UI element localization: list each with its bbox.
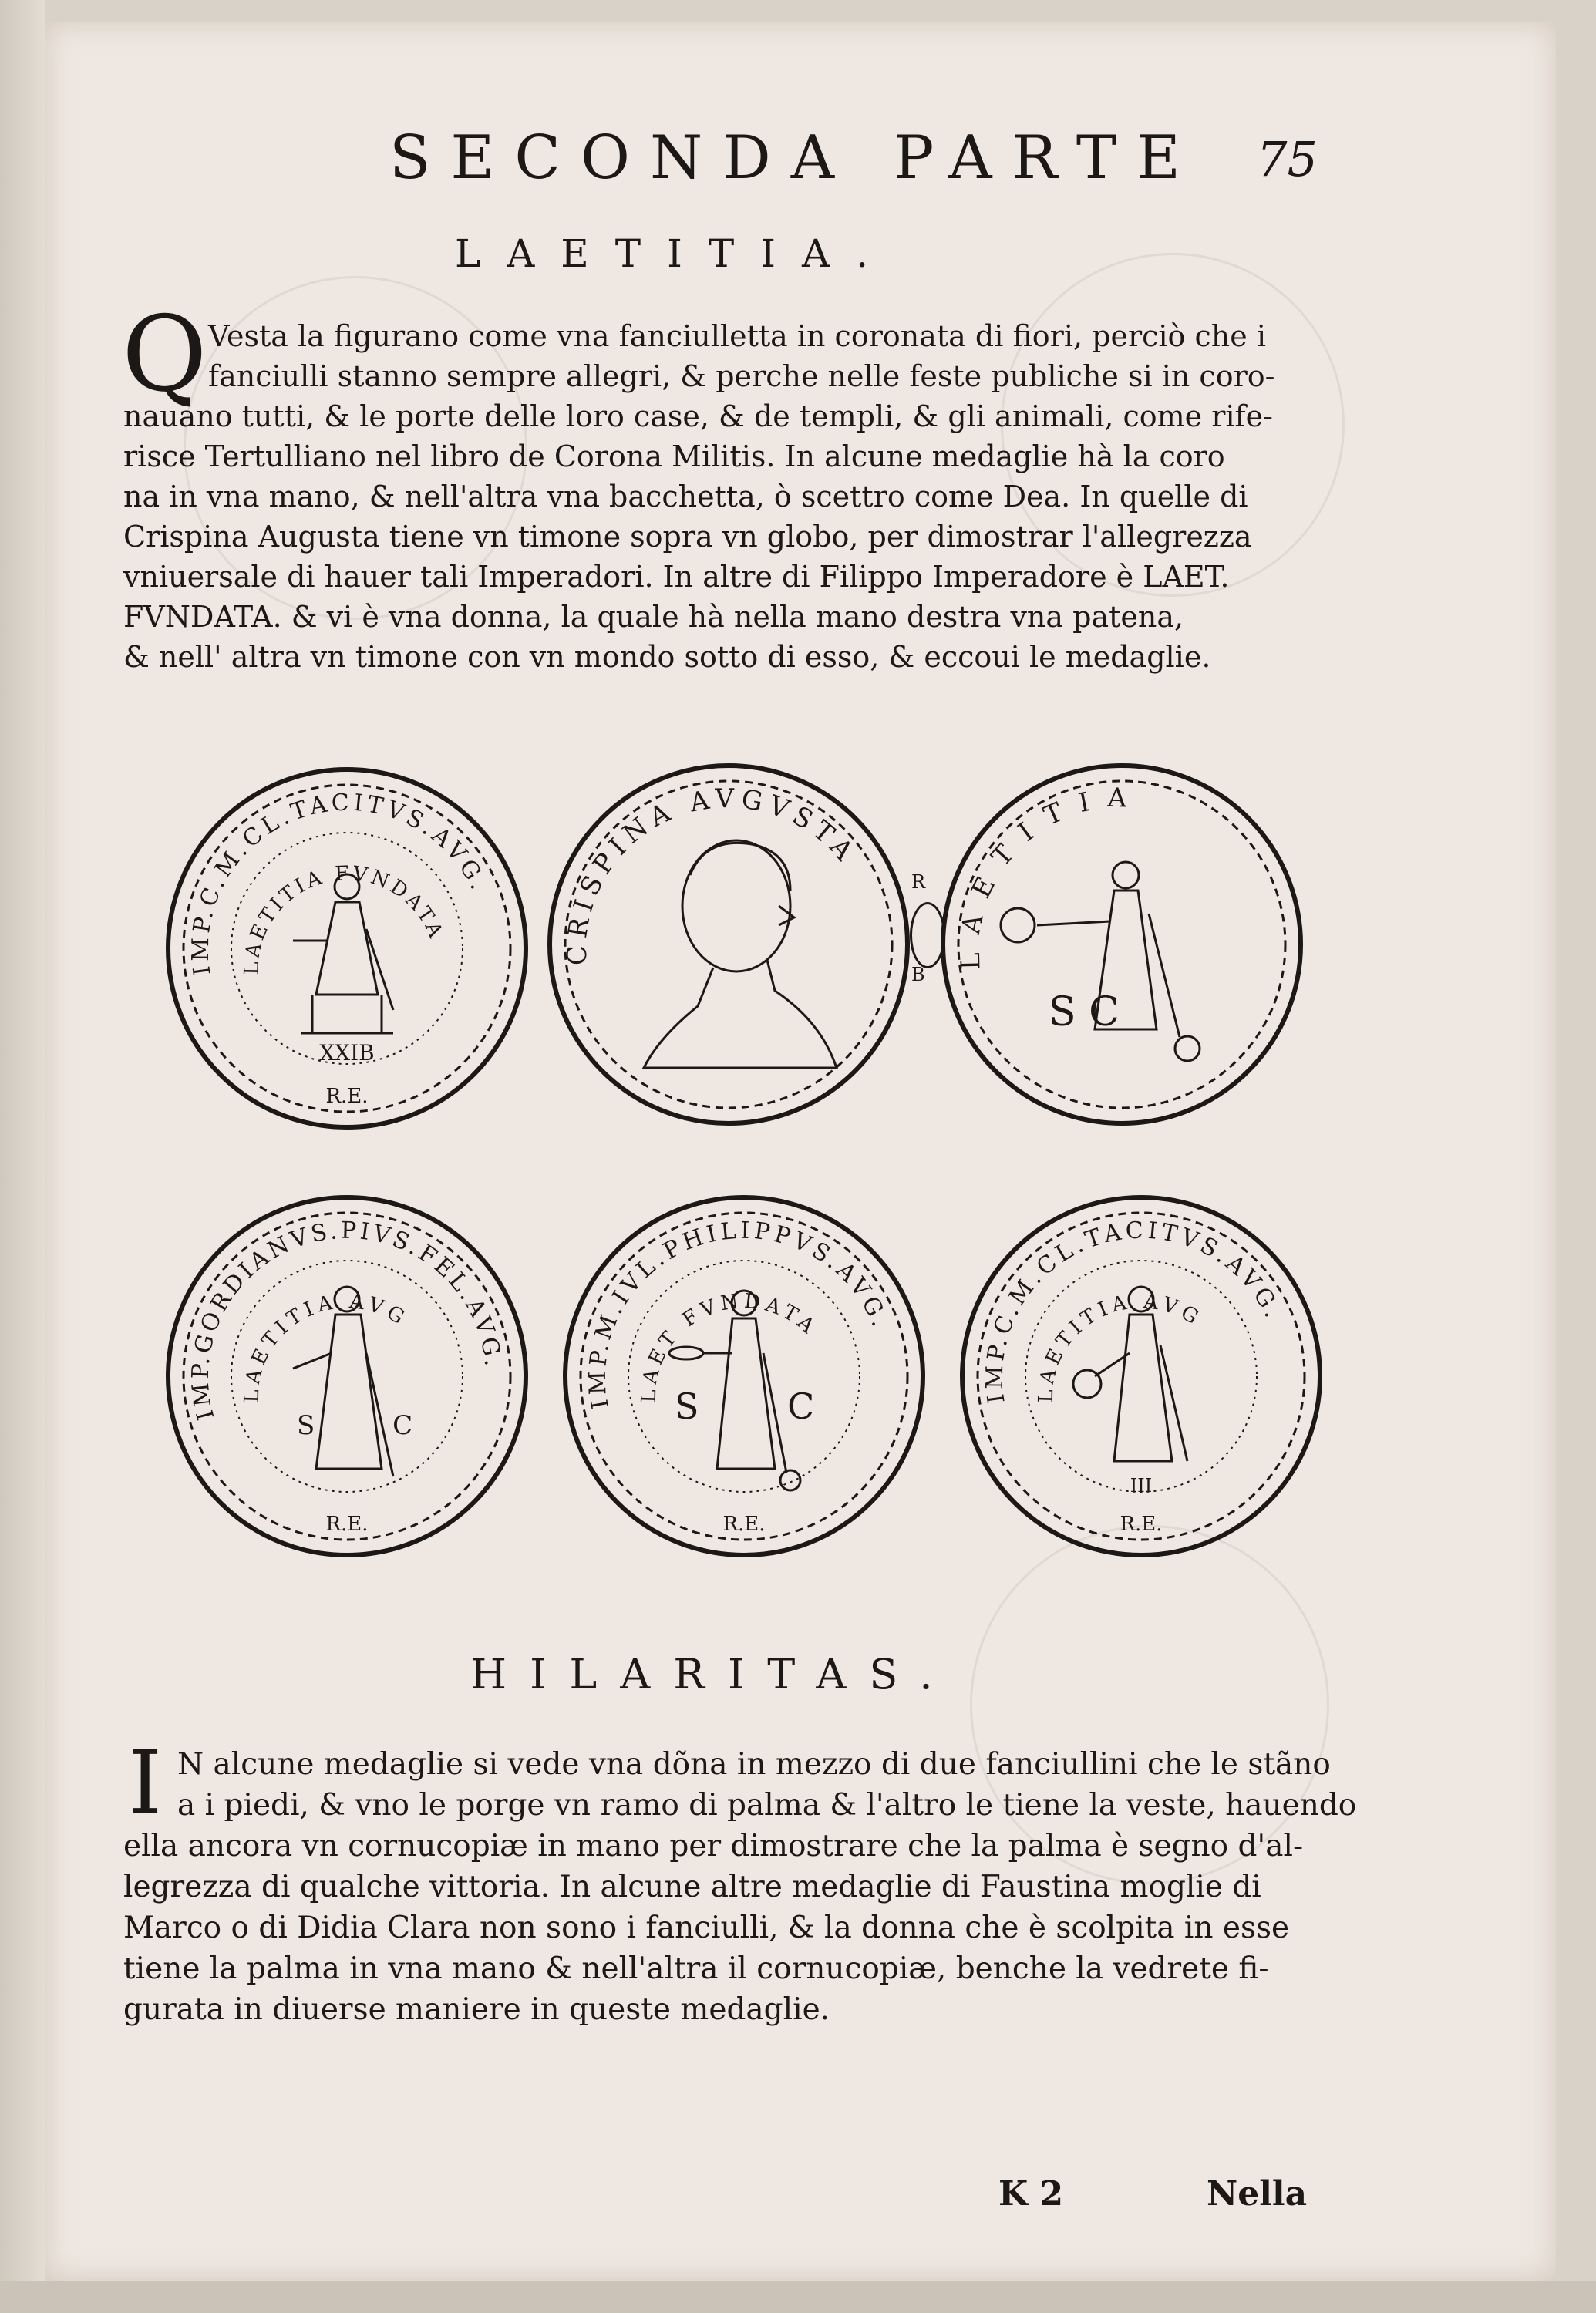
signature-mark: K 2 xyxy=(998,2174,1064,2214)
medal-gordianus-laetitia xyxy=(162,1191,532,1561)
text-line: & nell' altra vn timone con vn mondo sotto di esso, & eccoui le medaglie. xyxy=(123,640,1211,674)
text-line: legrezza di qualche vittoria. In alcune altre medaglie di Faustina moglie di xyxy=(123,1870,1261,1904)
medal-legend: IMP.C.M.CL.TACITVS.AVG. xyxy=(187,789,494,978)
binding-edge xyxy=(0,0,45,2313)
running-title: SECONDA PARTE xyxy=(389,123,1200,193)
medal-field-letters: S C xyxy=(1049,989,1120,1035)
text-line: tiene la palma in vna mano & nell'altra il cornucopiæ, benche la vedrete fi- xyxy=(123,1951,1269,1986)
svg-text:LAETITIA AVG xyxy=(1035,1290,1207,1403)
text-line: vniuersale di hauer tali Imperadori. In altre di Filippo Imperadore è LAET. xyxy=(123,560,1230,594)
medal-crispina-portrait xyxy=(544,759,914,1130)
text-line: a i piedi, & vno le porge vn ramo di palma & l'altro le tiene la veste, hauendo xyxy=(177,1788,1357,1823)
medal-exergue: XXIB xyxy=(319,1040,375,1066)
medal-legend: CRISPINA AVGVSTA xyxy=(561,783,864,966)
medal-legend: IMP.M.IVL.PHILIPPVS.AVG. xyxy=(584,1217,895,1412)
text-line: fanciulli stanno sempre allegri, & perche nelle feste publiche si in coro- xyxy=(208,359,1275,393)
page-number: 75 xyxy=(1257,131,1318,187)
medal-crispina-laetitia xyxy=(933,759,1311,1130)
drop-cap: Q xyxy=(122,294,207,415)
medal-tacitus-laetitia-fundata xyxy=(162,763,532,1133)
svg-text:LAETITIA xyxy=(955,783,1144,971)
medal-inner-legend: LAETITIA AVG xyxy=(240,1290,412,1403)
text-line: ella ancora vn cornucopiæ in mano per dimostrare che la palma è segno d'al- xyxy=(123,1829,1304,1864)
medal-legend: LAETITIA xyxy=(955,782,1144,971)
section-title-hilaritas: HILARITAS. xyxy=(470,1650,956,1699)
text-line: gurata in diuerse maniere in queste medaglie. xyxy=(123,1992,830,2027)
medal-mint-mark: R.E. xyxy=(722,1513,766,1536)
text-line: FVNDATA. & vi è vna donna, la quale hà nella mano destra vna patena, xyxy=(123,600,1184,634)
text-line: Vesta la figurano come vna fanciulletta in coronata di fiori, perciò che i xyxy=(208,319,1266,353)
medal-field-letters: S C xyxy=(297,1410,413,1441)
medal-legend: IMP.GORDIANVS.PIVS.FEL.AVG. xyxy=(187,1217,507,1423)
medal-mint-mark: R.E. xyxy=(1120,1513,1163,1536)
medal-inner-legend: LAETITIA FVNDATA xyxy=(240,862,449,975)
paragraph-laetitia xyxy=(123,316,1326,677)
text-line: na in vna mano, & nell'altra vna bacchetta, ò scettro come Dea. In quelle di xyxy=(123,480,1248,513)
text-line: nauano tutti, & le porte delle loro case, & de templi, & gli animali, come rife- xyxy=(123,399,1273,433)
medal-tacitus-laetitia-aug xyxy=(956,1191,1326,1561)
small-mark: B xyxy=(911,964,925,985)
text-line: Marco o di Didia Clara non sono i fanciulli, & la donna che è scolpita in esse xyxy=(123,1911,1290,1945)
text-line: Crispina Augusta tiene vn timone sopra vn globo, per dimostrar l'allegrezza xyxy=(123,520,1252,554)
drop-cap: I xyxy=(128,1733,163,1833)
medal-inner-legend: LAET FVNDATA xyxy=(637,1289,823,1403)
svg-text:LAETITIA FVNDATA xyxy=(241,862,448,975)
svg-text:IMP.GORDIANVS.PIVS.FEL.AVG. xyxy=(187,1217,506,1423)
scan-bottom-edge xyxy=(0,2281,1596,2313)
text-line: N alcune medaglie si vede vna dõna in mezzo di due fanciullini che le stãno xyxy=(177,1747,1331,1782)
medal-philippus-laet-fundata xyxy=(559,1191,929,1561)
catchword: Nella xyxy=(1207,2174,1308,2214)
medal-legend: IMP.C.M.CL.TACITVS.AVG. xyxy=(981,1217,1288,1406)
paragraph-hilaritas xyxy=(123,1744,1357,2030)
medal-mint-mark: R.E. xyxy=(325,1513,369,1536)
section-title-laetitia: LAETITIA. xyxy=(455,231,895,276)
medal-exergue: III xyxy=(1130,1475,1153,1497)
medal-mint-mark: R.E. xyxy=(325,1085,369,1108)
text-line: risce Tertulliano nel libro de Corona Militis. In alcune medaglie hà la coro xyxy=(123,439,1225,473)
small-mark: R xyxy=(911,871,926,893)
medal-field-letters: S C xyxy=(675,1385,815,1427)
medal-inner-legend: LAETITIA AVG xyxy=(1034,1290,1207,1403)
ornament-oval xyxy=(910,902,945,968)
